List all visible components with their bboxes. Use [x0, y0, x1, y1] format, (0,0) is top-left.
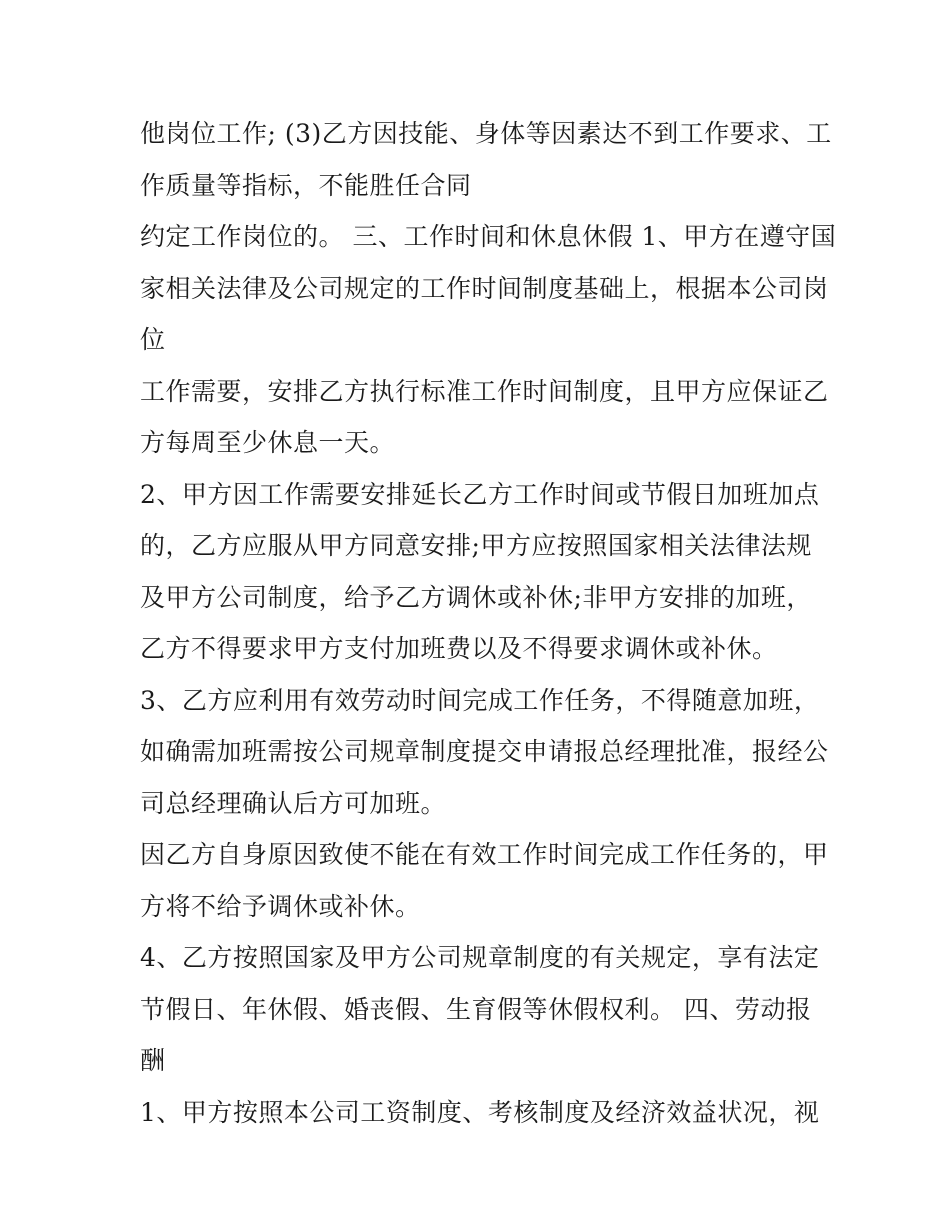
contract-body-text — [140, 108, 837, 1138]
text-line: 的，乙方应服从甲方同意安排;甲方应按照国家相关法律法规 — [140, 531, 812, 560]
text-line: 方每周至少休息一天。 — [140, 428, 396, 457]
text-line: 方将不给予调休或补休。 — [140, 891, 421, 921]
text-line: 约定工作岗位的。 三、工作时间和休息休假 1、甲方在遵守国 — [140, 222, 837, 251]
text-line: 司总经理确认后方可加班。 — [140, 788, 447, 818]
text-line: 家相关法律及公司规定的工作时间制度基础上，根据本公司岗 — [140, 273, 829, 303]
text-line: 作质量等指标，不能胜任合同 — [140, 170, 472, 200]
text-line: 2、甲方因工作需要安排延长乙方工作时间或节假日加班加点 — [140, 479, 820, 509]
text-line: 酬 — [140, 1046, 166, 1075]
text-line: 4、乙方按照国家及甲方公司规章制度的有关规定，享有法定 — [140, 943, 820, 972]
text-line: 因乙方自身原因致使不能在有效工作时间完成工作任务的，甲 — [140, 840, 829, 869]
text-line: 工作需要，安排乙方执行标准工作时间制度，且甲方应保证乙 — [140, 376, 829, 406]
text-line: 乙方不得要求甲方支付加班费以及不得要求调休或补休。 — [140, 634, 778, 663]
text-line: 位 — [140, 325, 166, 354]
text-line: 节假日、年休假、婚丧假、生育假等休假权利。 四、劳动报 — [140, 994, 812, 1024]
text-line: 3、乙方应利用有效劳动时间完成工作任务，不得随意加班， — [140, 685, 820, 715]
text-line: 如确需加班需按公司规章制度提交申请报总经理批准，报经公 — [140, 737, 829, 766]
text-line: 及甲方公司制度，给予乙方调休或补休;非甲方安排的加班， — [140, 582, 812, 612]
text-line: 他岗位工作; (3)乙方因技能、身体等因素达不到工作要求、工 — [140, 119, 832, 148]
text-line: 1、甲方按照本公司工资制度、考核制度及经济效益状况，视 — [140, 1097, 820, 1127]
